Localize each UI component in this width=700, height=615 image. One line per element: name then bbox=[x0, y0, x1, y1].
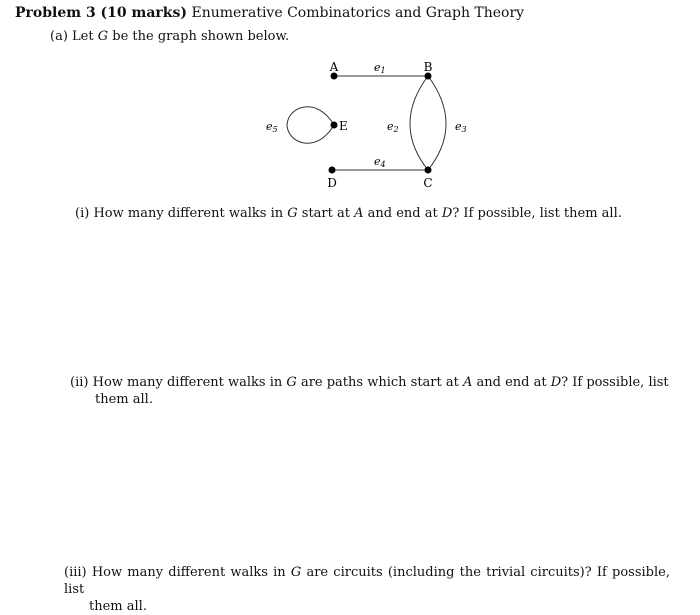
vertex-d bbox=[329, 167, 336, 174]
question-ii-graph: G bbox=[286, 375, 297, 390]
question-ii-line-2: them all. bbox=[95, 392, 153, 407]
question-i-text-4: ? If possible, list them all. bbox=[452, 206, 622, 221]
part-a-text-after: be the graph shown below. bbox=[112, 29, 290, 44]
edge-e3 bbox=[428, 76, 446, 170]
vertex-label-a: A bbox=[329, 60, 339, 74]
question-i-text-1: How many different walks in bbox=[93, 206, 284, 221]
question-i-text-3: and end at bbox=[367, 206, 438, 221]
edge-label-e5: e5 bbox=[266, 120, 278, 134]
question-ii-text-1: How many different walks in bbox=[92, 375, 283, 390]
problem-topic: Enumerative Combinatorics and Graph Theory bbox=[191, 5, 525, 21]
edge-e5-loop bbox=[287, 107, 334, 143]
part-a-text-before: Let bbox=[72, 29, 94, 44]
question-ii-text-3: and end at bbox=[476, 375, 547, 390]
vertex-label-e: E bbox=[339, 119, 348, 133]
question-ii-vertex-d: D bbox=[550, 375, 562, 390]
part-a-graph-name: G bbox=[97, 29, 109, 44]
question-ii bbox=[70, 374, 670, 408]
question-ii-line-1 bbox=[70, 374, 670, 391]
question-i-graph: G bbox=[287, 206, 298, 221]
question-iii-number: (iii) bbox=[64, 565, 87, 580]
question-ii-vertex-a: A bbox=[462, 375, 473, 390]
edge-label-e1: e1 bbox=[374, 61, 386, 75]
question-ii-number: (ii) bbox=[70, 375, 89, 390]
question-ii-text-4: ? If possible, list bbox=[561, 375, 669, 390]
vertex-label-b: B bbox=[423, 60, 433, 74]
question-i bbox=[75, 205, 675, 222]
vertex-label-c: C bbox=[423, 176, 433, 190]
problem-number: Problem 3 (10 marks) bbox=[15, 5, 188, 21]
question-iii-text-1: How many different walks in bbox=[91, 565, 286, 580]
edge-label-e2: e2 bbox=[387, 120, 399, 134]
graph-figure bbox=[0, 0, 700, 200]
question-ii-text-2: are paths which start at bbox=[300, 375, 459, 390]
question-i-text-2: start at bbox=[301, 206, 350, 221]
edge-label-e3: e3 bbox=[455, 120, 467, 134]
question-iii-text-2: are circuits (including the trivial circuits)? If possible, list bbox=[64, 565, 670, 597]
vertex-c bbox=[425, 167, 432, 174]
question-iii-line-2: them all. bbox=[89, 599, 147, 614]
question-iii-line-1 bbox=[64, 564, 670, 598]
question-i-number: (i) bbox=[75, 206, 90, 221]
question-iii bbox=[64, 564, 670, 615]
part-a-label: (a) bbox=[50, 29, 68, 44]
question-i-vertex-a: A bbox=[354, 206, 364, 221]
question-iii-graph: G bbox=[290, 565, 302, 580]
vertex-label-d: D bbox=[327, 176, 337, 190]
question-i-vertex-d: D bbox=[441, 206, 453, 221]
edge-label-e4: e4 bbox=[374, 155, 386, 169]
edge-e2 bbox=[410, 76, 428, 170]
vertex-e bbox=[331, 122, 338, 129]
